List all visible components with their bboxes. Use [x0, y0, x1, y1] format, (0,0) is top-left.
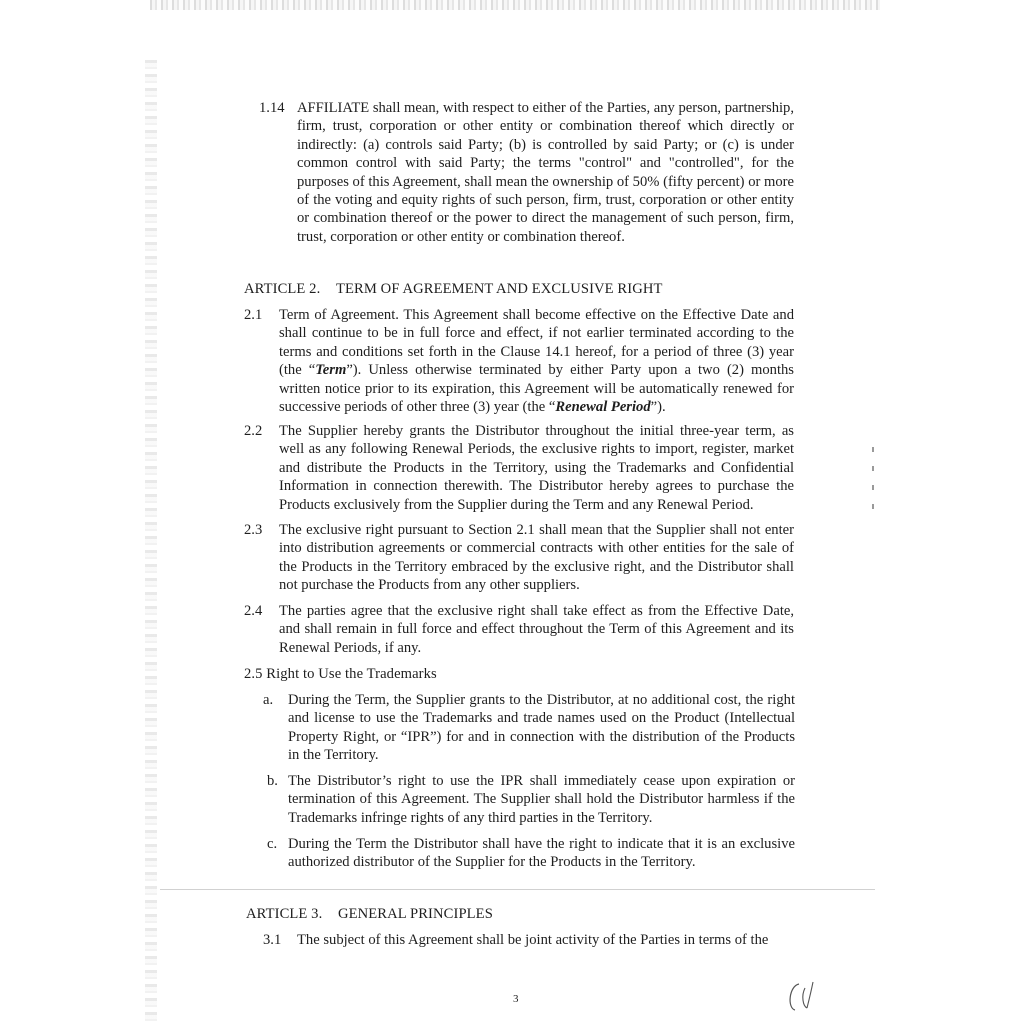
article-3-number: ARTICLE 3.	[246, 906, 323, 922]
clause-2-4-text: The parties agree that the exclusive right shall take effect as from the Effective Date, and shall remain in full force and effect throughout the Term of this Agreement and its Renewal Periods, if any.	[279, 603, 794, 656]
scan-artifact-left	[145, 60, 157, 1024]
clause-3-1-number: 3.1	[263, 932, 282, 948]
clause-2-2-number: 2.2	[244, 423, 263, 439]
article-2-title: TERM OF AGREEMENT AND EXCLUSIVE RIGHT	[336, 281, 663, 297]
clause-2-1-number: 2.1	[244, 307, 263, 323]
clause-1-14-text: AFFILIATE shall mean, with respect to either of the Parties, any person, partnership, firm, trust, corporation or other entity or combination thereof which directly or indirectly: (a) controls said Party; (b) is controlled by said Party; or (c) is under common control with said Party; the terms "control" and "controlled", for the purposes of this Agreement, shall mean the ownership of 50% (fifty percent) or more of the voting and equity rights of such person, firm, trust, corporation or other entity or combination thereof or the power to direct the management of such person, firm, trust, corporation or other entity or combination thereof.	[297, 100, 794, 245]
clause-2-1-text: Term of Agreement. This Agreement shall become effective on the Effective Date and shall continue to be in full force and effect, if not earlier terminated according to the terms and conditions set forth in the Clause 14.1 hereof, for a period of three (3) year (the “Term”). Unless otherwise terminated by either Party upon a two (2) months written notice prior to its expiration, this Agreement will be automatically renewed for successive periods of other three (3) year (the “Renewal Period”).	[279, 307, 794, 416]
clause-2-2-text: The Supplier hereby grants the Distributor throughout the initial three-year term, as well as any following Renewal Periods, the exclusive rights to import, register, market and distribute the Products in the Territory, using the Trademarks and Confidential Information in connection therewith. The Distributor hereby agrees to purchase the Products exclusively from the Supplier during the Term and any Renewal Period.	[279, 423, 794, 513]
clause-2-5-a-text: During the Term, the Supplier grants to the Distributor, at no additional cost, the right and license to use the Trademarks and trade names used on the Product (Intellectual Property Right, or “IPR”) for and in connection with the distribution of the Products in the Territory.	[288, 692, 795, 764]
clause-2-5-heading: 2.5 Right to Use the Trademarks	[244, 666, 437, 682]
page-number: 3	[513, 993, 519, 1005]
renewal-period-definition: Renewal Period	[555, 399, 651, 416]
handwritten-initials-signature	[783, 978, 823, 1018]
article-2-number: ARTICLE 2.	[244, 281, 321, 297]
scan-artifact-edge-marks	[869, 447, 877, 527]
article-3-title: GENERAL PRINCIPLES	[338, 906, 493, 922]
clause-2-3-text: The exclusive right pursuant to Section 2.1 shall mean that the Supplier shall not enter into distribution agreements or commercial contracts with other entities for the sale of the Products in the Territory embraced by the exclusive right, and the Distributor shall not purchase the Products from any other suppliers.	[279, 522, 794, 594]
clause-2-5-c-text: During the Term the Distributor shall have the right to indicate that it is an exclusive authorized distributor of the Supplier for the Products in the Territory.	[288, 836, 795, 871]
clause-2-3-number: 2.3	[244, 522, 263, 538]
clause-1-14-number: 1.14	[259, 100, 285, 116]
clause-2-5-b-letter: b.	[267, 773, 278, 789]
term-definition: Term	[315, 362, 347, 379]
clause-2-5-c-letter: c.	[267, 836, 278, 852]
article-2-heading	[244, 280, 663, 298]
scan-artifact-top	[150, 0, 880, 10]
clause-2-5-a-letter: a.	[263, 692, 274, 708]
clause-2-5-b-text: The Distributor’s right to use the IPR shall immediately cease upon expiration or termination of this Agreement. The Supplier shall hold the Distributor harmless if the Trademarks infringe rights of any third parties in the Territory.	[288, 773, 795, 826]
article-3-heading	[246, 905, 493, 923]
clause-2-4-number: 2.4	[244, 603, 263, 619]
clause-3-1-text: The subject of this Agreement shall be joint activity of the Parties in terms of the	[297, 932, 769, 948]
scan-artifact-line	[160, 889, 875, 890]
